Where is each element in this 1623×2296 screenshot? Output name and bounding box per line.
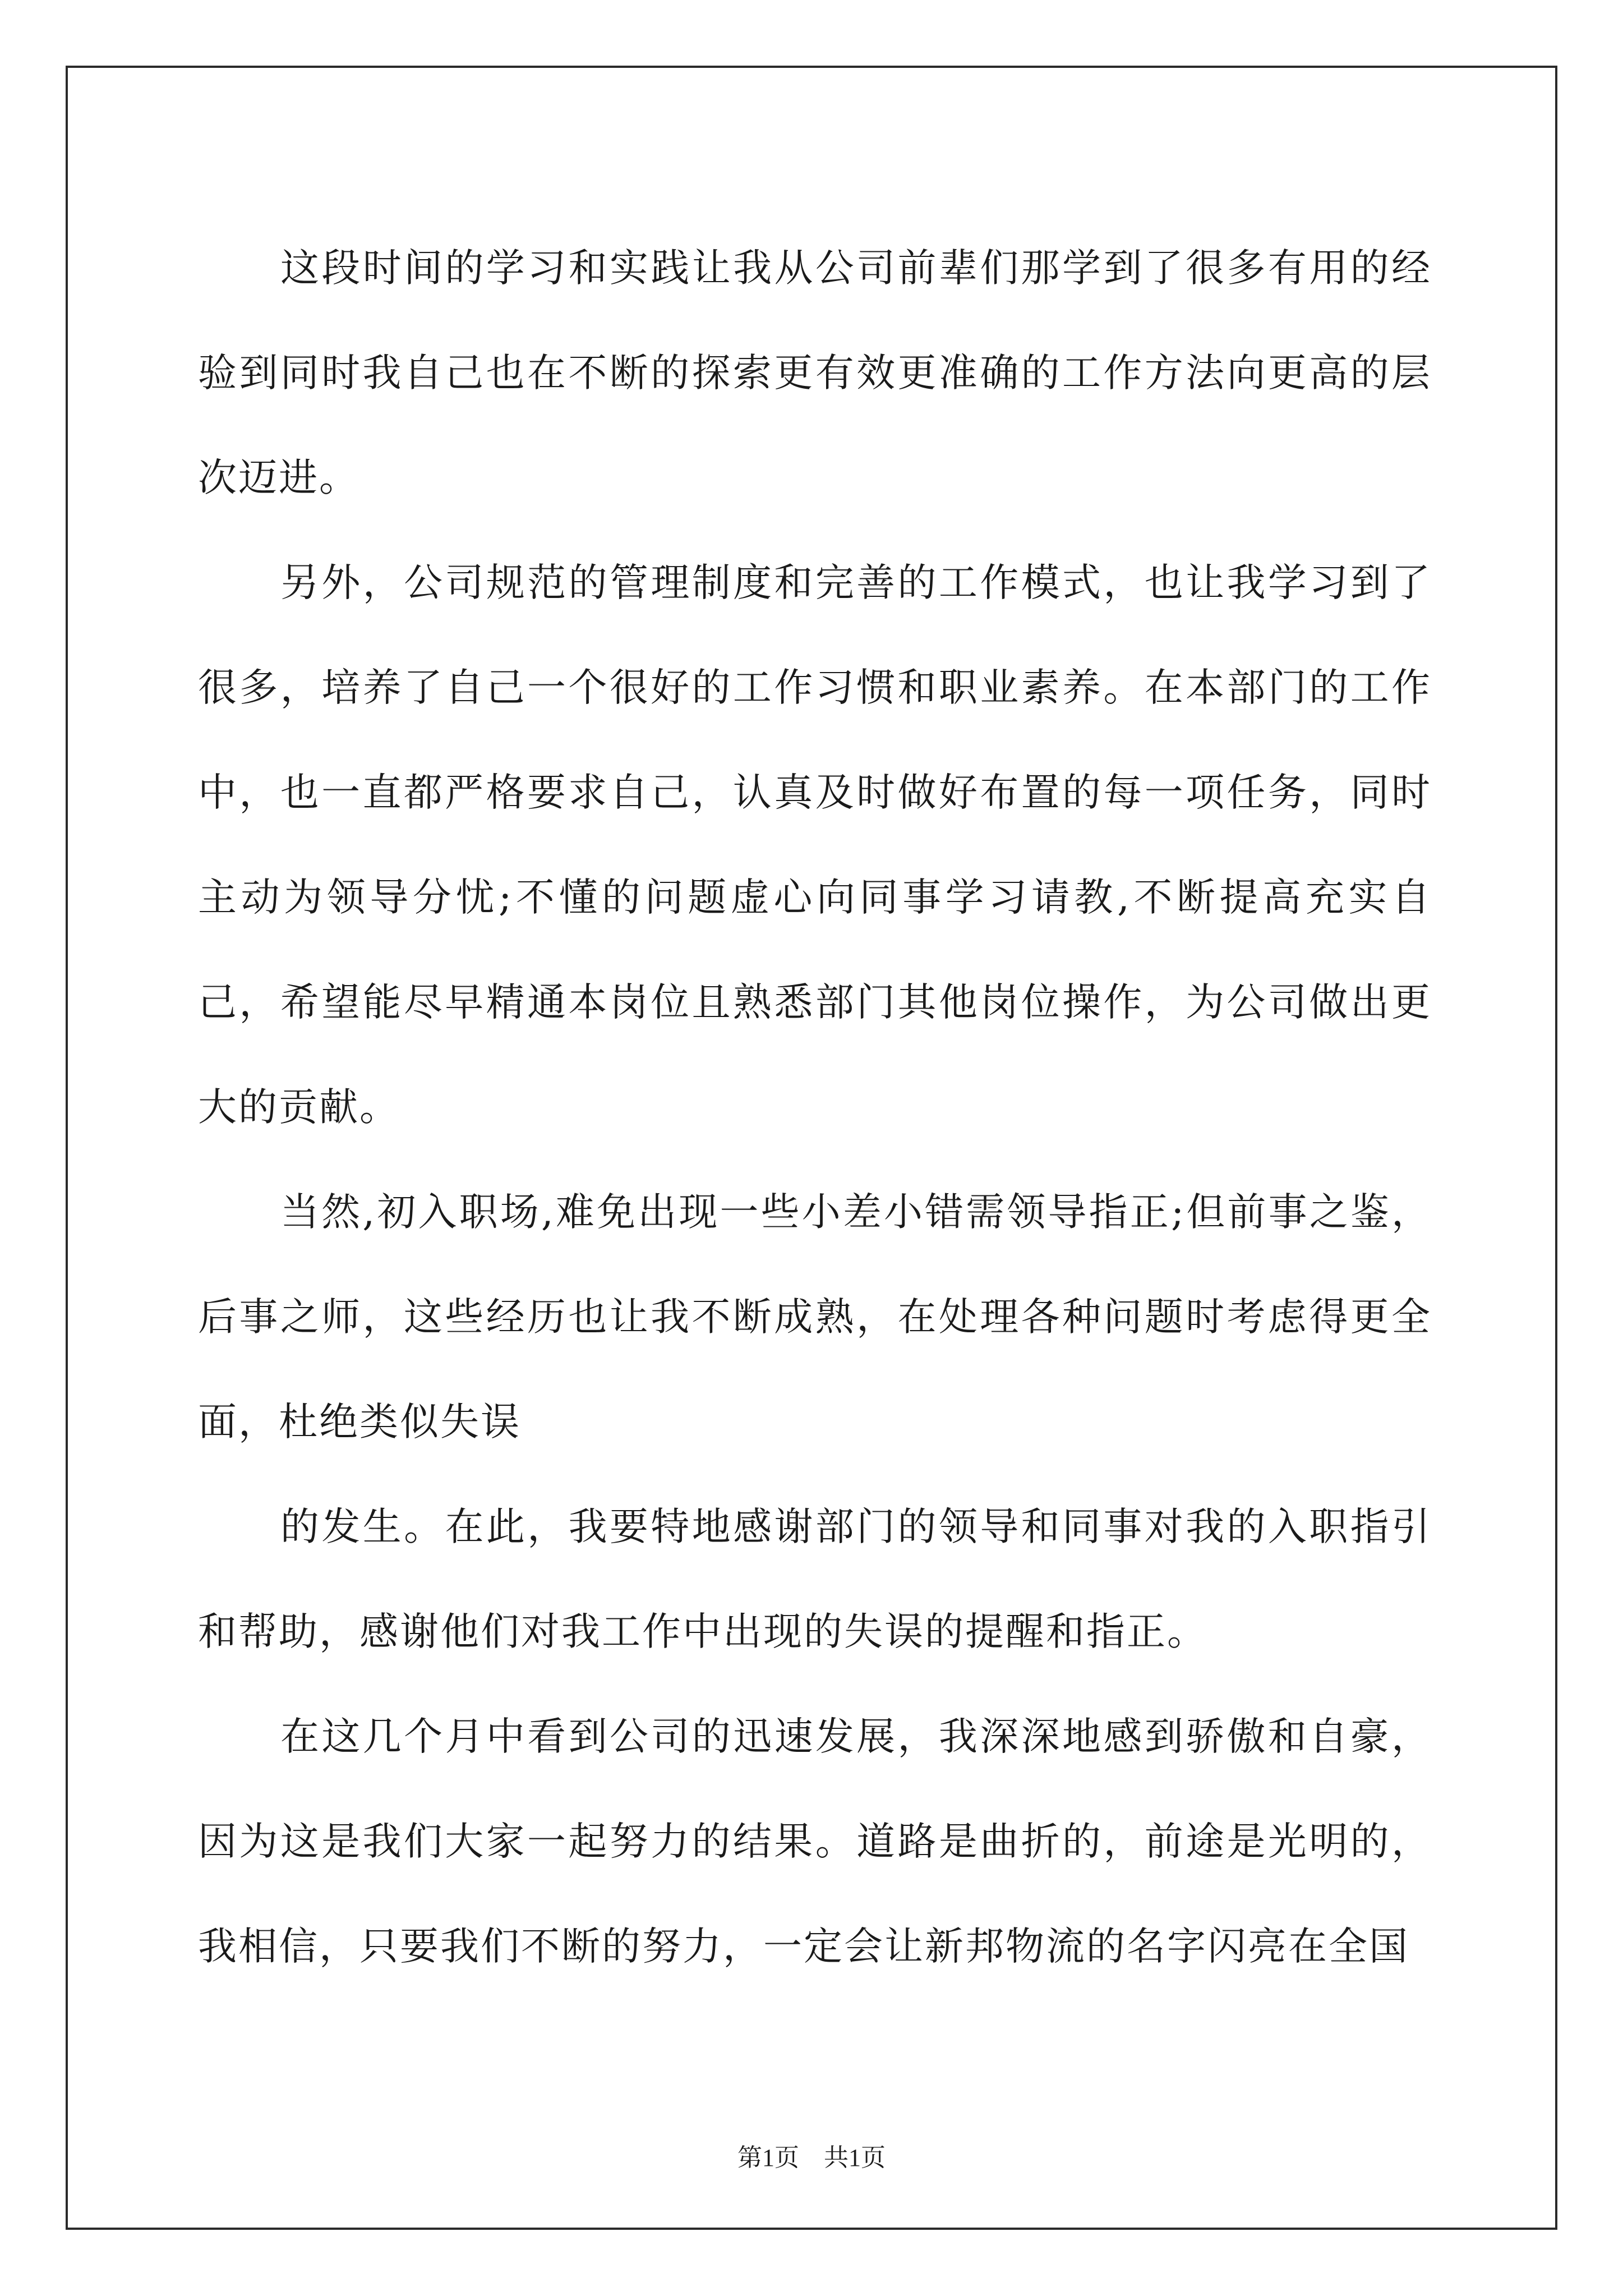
page-footer: [0, 2137, 1623, 2173]
paragraph: 当然,初入职场,难免出现一些小差小错需领导指正;但前事之鉴，后事之师，这些经历也让我不断成熟，在处理各种问题时考虑得更全面，杜绝类似失误: [198, 1190, 1432, 1444]
paragraph: 在这几个月中看到公司的迅速发展，我深深地感到骄傲和自豪，因为这是我们大家一起努力的结果。道路是曲折的，前途是光明的，我相信，只要我们不断的努力，一定会让新邦物流的名字闪亮在全国: [198, 1714, 1432, 1969]
page-total: 共1页: [824, 2144, 886, 2171]
paragraph: 另外，公司规范的管理制度和完善的工作模式，也让我学习到了很多，培养了自己一个很好的工作习惯和职业素养。在本部门的工作中，也一直都严格要求自己，认真及时做好布置的每一项任务，同时主动为领导分忧;不懂的问题虚心向同事学习请教,不断提高充实自己，希望能尽早精通本岗位且熟悉部门其他岗位操作，为公司做出更大的贡献。: [198, 560, 1432, 1130]
paragraph: 的发生。在此，我要特地感谢部门的领导和同事对我的入职指引和帮助，感谢他们对我工作中出现的失误的提醒和指正。: [198, 1504, 1432, 1654]
document-body: [198, 216, 1432, 1999]
page-number: 第1页: [737, 2144, 799, 2171]
paragraph: 这段时间的学习和实践让我从公司前辈们那学到了很多有用的经验到同时我自己也在不断的探索更有效更准确的工作方法向更高的层次迈进。: [198, 246, 1432, 500]
